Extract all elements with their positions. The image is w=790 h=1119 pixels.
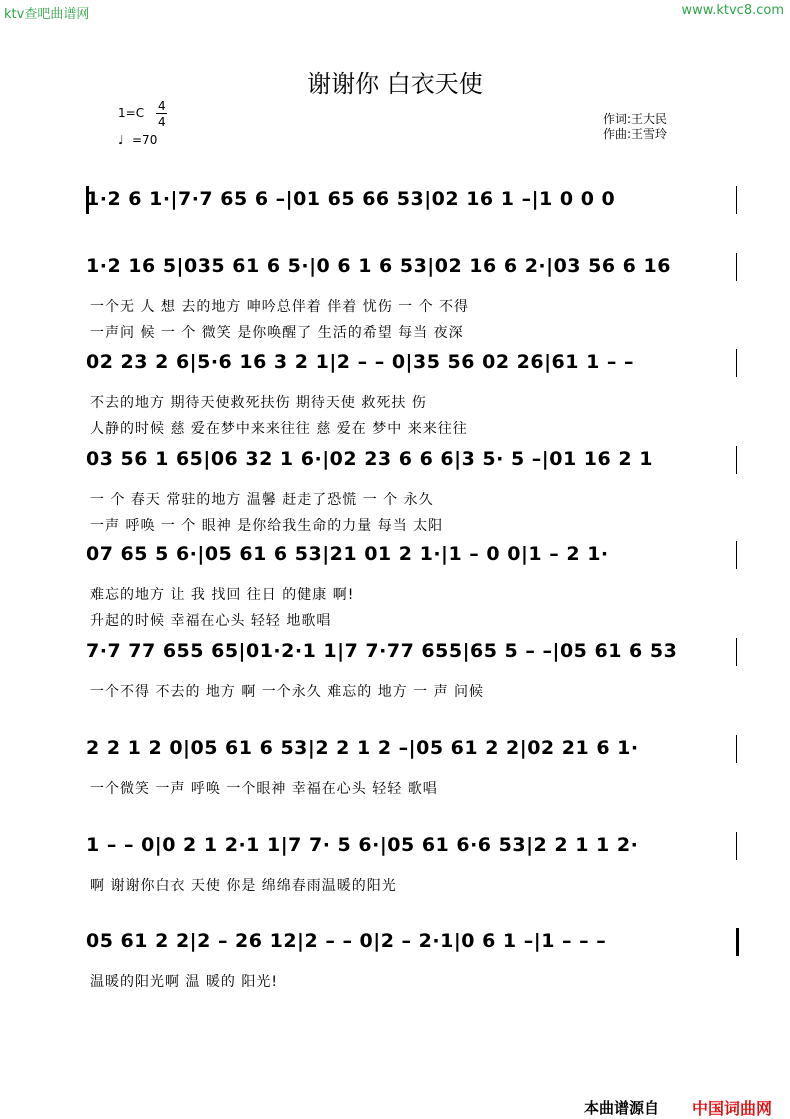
- lyric-line: 一个无 人 想 去的地方 呻吟总伴着 伴着 忧伤 一 个 不得: [90, 299, 470, 315]
- key-signature: 1=C: [118, 106, 145, 120]
- song-title: 谢谢你 白衣天使: [307, 70, 483, 98]
- barline: [736, 928, 739, 956]
- barline: [736, 735, 737, 763]
- watermark-right: www.ktvc8.com: [681, 3, 784, 18]
- time-bottom: 4: [158, 115, 166, 129]
- lyric-line: 一个微笑 一声 呼唤 一个眼神 幸福在心头 轻轻 歌唱: [90, 781, 438, 797]
- barline: [736, 638, 737, 666]
- lyricist: 作词:王大民: [603, 112, 668, 126]
- barline: [736, 186, 737, 214]
- notation-row: 02 23 2 6|5·6 16 3 2 1|2 – – 0|35 56 02 26|61 1 – –: [86, 351, 635, 373]
- lyric-line: 难忘的地方 让 我 找回 往日 的健康 啊!: [90, 587, 355, 603]
- barline: [86, 186, 89, 214]
- notation-row: 05 61 2 2|2 – 26 12|2 – – 0|2 – 2·1|0 6 1 –|1 – – –: [86, 930, 607, 952]
- barline: [736, 349, 737, 377]
- tempo: =70: [132, 133, 158, 147]
- barline: [736, 253, 737, 281]
- footer-source-label: 本曲谱源自: [584, 1099, 660, 1117]
- barline: [736, 541, 737, 569]
- watermark-left: ktv查吧曲谱网: [4, 7, 90, 22]
- notation-row: 1 – – 0|0 2 1 2·1 1|7 7· 5 6·|05 61 6·6 53|2 2 1 1 2·: [86, 834, 639, 856]
- composer: 作曲:王雪玲: [603, 127, 668, 141]
- lyric-line: 一声问 候 一 个 微笑 是你唤醒了 生活的希望 每当 夜深: [90, 325, 464, 341]
- lyric-line: 温暖的阳光啊 温 暖的 阳光!: [90, 974, 278, 990]
- notation-row: 07 65 5 6·|05 61 6 53|21 01 2 1·|1 – 0 0|1 – 2 1·: [86, 543, 609, 565]
- lyric-line: 升起的时候 幸福在心头 轻轻 地歌唱: [90, 613, 332, 629]
- lyric-line: 一声 呼唤 一 个 眼神 是你给我生命的力量 每当 太阳: [90, 518, 444, 534]
- note-icon: ♩: [118, 133, 124, 147]
- notation-row: 2 2 1 2 0|05 61 6 53|2 2 1 2 –|05 61 2 2|02 21 6 1·: [86, 737, 639, 759]
- notation-row: 1·2 6 1·|7·7 65 6 –|01 65 66 53|02 16 1 –|1 0 0 0: [86, 188, 616, 210]
- notation-row: 1·2 16 5|035 61 6 5·|0 6 1 6 53|02 16 6 2·|03 56 6 16: [86, 255, 671, 277]
- footer-site: 中国词曲网: [692, 1099, 773, 1118]
- time-divider: [156, 113, 167, 114]
- barline: [736, 446, 737, 474]
- lyric-line: 一个不得 不去的 地方 啊 一个永久 难忘的 地方 一 声 问候: [90, 684, 485, 700]
- time-top: 4: [158, 99, 166, 113]
- barline: [736, 832, 737, 860]
- lyric-line: 啊 谢谢你白衣 天使 你是 绵绵春雨温暖的阳光: [90, 878, 397, 894]
- notation-row: 7·7 77 655 65|01·2·1 1|7 7·77 655|65 5 – –|05 61 6 53: [86, 640, 678, 662]
- lyric-line: 不去的地方 期待天使救死扶伤 期待天使 救死扶 伤: [90, 395, 427, 411]
- notation-row: 03 56 1 65|06 32 1 6·|02 23 6 6 6|3 5· 5 –|01 16 2 1: [86, 448, 653, 470]
- lyric-line: 人静的时候 慈 爱在梦中来来往往 慈 爱在 梦中 来来往往: [90, 421, 468, 437]
- lyric-line: 一 个 春天 常驻的地方 温馨 赶走了恐慌 一 个 永久: [90, 492, 434, 508]
